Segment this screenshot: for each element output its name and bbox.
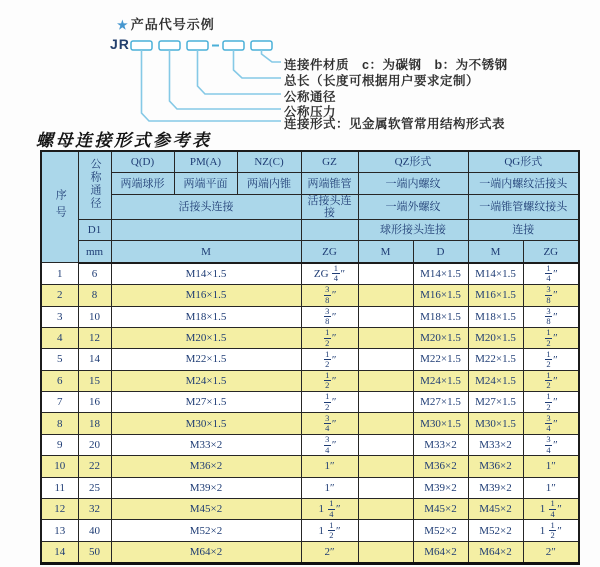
cell-dn: 15 [78,370,111,391]
code-box-1 [131,41,152,50]
cell-m-thread: M33×2 [111,434,301,455]
cell-qz-d: M22×1.5 [413,349,468,370]
header-blank-left [111,219,301,240]
header-qz-desc1: 一端内螺纹 [358,173,468,194]
star-icon: ★ [117,18,129,32]
table-row [41,370,579,391]
header-qz-connection: 球形接头连接 [358,219,468,240]
cell-qg-m: M14×1.5 [468,263,523,285]
cell-qz-m [358,499,413,520]
table-row [41,541,579,563]
cell-seq: 10 [41,456,78,477]
table-row [41,413,579,434]
cell-qz-d: M36×2 [413,456,468,477]
cell-qz-d: M64×2 [413,541,468,563]
cell-qg-m: M33×2 [468,434,523,455]
cell-dn: 40 [78,520,111,541]
cell-qg-zg: 1 $\frac{1}{4}$ ″ [523,499,579,520]
code-box-2 [159,41,180,50]
cell-qg-zg: $\frac{3}{4}$ ″ [523,413,579,434]
table-row [41,349,579,370]
cell-gz: $\frac{3}{8}$ ″ [301,306,358,327]
header-gz-desc: 两端锥管 [301,173,358,194]
connector-line-3 [198,50,282,94]
header-col-qg: QG形式 [468,151,579,173]
cell-qg-zg: $\frac{1}{2}$ ″ [523,370,579,391]
cell-qg-zg: 1″ [523,477,579,498]
connector-line-1 [142,50,282,121]
header-col-q: Q(D) [111,151,174,173]
cell-seq: 12 [41,499,78,520]
header-gz-connection: 活接头连接 [301,194,358,219]
cell-gz: $\frac{3}{8}$ ″ [301,285,358,306]
cell-qg-zg: $\frac{1}{4}$ ″ [523,263,579,285]
header-nz-desc: 两端内锥 [237,173,301,194]
cell-gz: 1 $\frac{1}{4}$ ″ [301,499,358,520]
cell-m-thread: M18×1.5 [111,306,301,327]
connector-line-2 [170,50,282,109]
cell-seq: 1 [41,263,78,285]
cell-qg-zg: $\frac{1}{2}$ ″ [523,349,579,370]
cell-m-thread: M27×1.5 [111,392,301,413]
product-code-prefix: JR [110,36,130,52]
cell-gz: $\frac{1}{2}$ ″ [301,327,358,348]
cell-seq: 3 [41,306,78,327]
cell-qz-m [358,285,413,306]
cell-qz-m [358,306,413,327]
table-row [41,520,579,541]
cell-qz-m [358,456,413,477]
header-unit-qz-d: D [413,241,468,263]
cell-qz-m [358,413,413,434]
cell-dn: 22 [78,456,111,477]
header-unit-qg-m: M [468,241,523,263]
cell-gz: $\frac{1}{2}$ ″ [301,392,358,413]
cell-seq: 4 [41,327,78,348]
cell-qz-d: M45×2 [413,499,468,520]
cell-m-thread: M39×2 [111,477,301,498]
cell-qg-m: M24×1.5 [468,370,523,391]
cell-m-thread: M24×1.5 [111,370,301,391]
cell-dn: 25 [78,477,111,498]
header-nominal-diameter: 公称通径 [78,151,111,219]
cell-gz: $\frac{1}{2}$ ″ [301,349,358,370]
cell-qz-m [358,541,413,563]
cell-qg-m: M16×1.5 [468,285,523,306]
cell-qz-d: M16×1.5 [413,285,468,306]
cell-dn: 32 [78,499,111,520]
table-row [41,327,579,348]
header-mm: mm [78,241,111,263]
header-unit-gz-zg: ZG [301,241,358,263]
cell-qg-zg: 1″ [523,456,579,477]
cell-qg-m: M36×2 [468,456,523,477]
cell-m-thread: M20×1.5 [111,327,301,348]
cell-qz-d: M33×2 [413,434,468,455]
cell-m-thread: M64×2 [111,541,301,563]
cell-seq: 9 [41,434,78,455]
cell-qg-m: M18×1.5 [468,306,523,327]
code-boxes-graphic [100,36,292,131]
cell-gz: 1″ [301,477,358,498]
header-col-gz: GZ [301,151,358,173]
table-row [41,456,579,477]
cell-gz: 2″ [301,541,358,563]
cell-qz-d: M52×2 [413,520,468,541]
cell-gz: $\frac{1}{2}$ ″ [301,370,358,391]
cell-dn: 6 [78,263,111,285]
cell-qg-m: M30×1.5 [468,413,523,434]
cell-seq: 2 [41,285,78,306]
cell-qz-d: M30×1.5 [413,413,468,434]
cell-dn: 8 [78,285,111,306]
cell-qz-m [358,370,413,391]
cell-dn: 12 [78,327,111,348]
diagram-title [117,14,215,33]
table-row [41,477,579,498]
cell-seq: 8 [41,413,78,434]
cell-qg-m: M20×1.5 [468,327,523,348]
cell-m-thread: M36×2 [111,456,301,477]
cell-qg-zg: $\frac{1}{2}$ ″ [523,392,579,413]
cell-m-thread: M14×1.5 [111,263,301,285]
cell-qg-m: M52×2 [468,520,523,541]
cell-qg-zg: $\frac{1}{2}$ ″ [523,327,579,348]
cell-qg-zg: 1 $\frac{1}{2}$ ″ [523,520,579,541]
header-pm-desc: 两端平面 [174,173,237,194]
code-label-pressure: 公称压力 [284,105,337,119]
cell-dn: 18 [78,413,111,434]
cell-qz-d: M20×1.5 [413,327,468,348]
cell-dn: 16 [78,392,111,413]
header-seq: 序号 [41,151,78,263]
cell-gz: 1 $\frac{1}{2}$ ″ [301,520,358,541]
code-box-3 [187,41,208,50]
header-qg-connection: 连接 [468,219,579,240]
header-col-qz: QZ形式 [358,151,468,173]
cell-qz-d: M39×2 [413,477,468,498]
connector-line-5 [262,50,282,62]
cell-qg-zg: $\frac{3}{4}$ ″ [523,434,579,455]
cell-dn: 50 [78,541,111,563]
code-box-4 [223,41,244,50]
cell-qz-d: M18×1.5 [413,306,468,327]
code-label-length: 总长（长度可根据用户要求定制） [284,74,480,88]
cell-qg-m: M27×1.5 [468,392,523,413]
cell-seq: 13 [41,520,78,541]
header-qz-desc2: 一端外螺纹 [358,194,468,219]
header-col-nz: NZ(C) [237,151,301,173]
cell-gz: $\frac{3}{4}$ ″ [301,434,358,455]
cell-seq: 5 [41,349,78,370]
cell-qz-m [358,520,413,541]
table-row [41,285,579,306]
cell-gz: 1″ [301,456,358,477]
cell-qz-m [358,434,413,455]
cell-dn: 14 [78,349,111,370]
cell-qz-d: M24×1.5 [413,370,468,391]
cell-qz-m [358,327,413,348]
cell-qg-m: M22×1.5 [468,349,523,370]
cell-qg-zg: $\frac{3}{8}$ ″ [523,306,579,327]
cell-dn: 10 [78,306,111,327]
header-unit-m: M [111,241,301,263]
header-col-pm: PM(A) [174,151,237,173]
header-q-desc: 两端球形 [111,173,174,194]
cell-qg-m: M45×2 [468,499,523,520]
table-row [41,306,579,327]
code-label-diameter: 公称通径 [284,90,337,104]
header-union-connection: 活接头连接 [111,194,301,219]
header-unit-qg-zg: ZG [523,241,579,263]
header-blank-gz [301,219,358,240]
header-d1: D1 [78,219,111,240]
cell-qg-m: M64×2 [468,541,523,563]
table-title: 螺母连接形式参考表 [36,131,212,150]
cell-qg-zg: $\frac{3}{8}$ ″ [523,285,579,306]
cell-qg-zg: 2″ [523,541,579,563]
cell-seq: 11 [41,477,78,498]
cell-m-thread: M52×2 [111,520,301,541]
cell-m-thread: M45×2 [111,499,301,520]
cell-qz-m [358,477,413,498]
cell-m-thread: M22×1.5 [111,349,301,370]
cell-qz-m [358,392,413,413]
nut-connection-table [40,150,580,565]
cell-m-thread: M30×1.5 [111,413,301,434]
cell-qz-m [358,263,413,285]
cell-qz-d: M27×1.5 [413,392,468,413]
diagram-title-text: 产品代号示例 [130,17,215,32]
connector-line-4 [234,50,282,78]
code-label-material: 连接件材质 c：为碳钢 b：为不锈钢 [284,58,508,72]
header-unit-qz-m: M [358,241,413,263]
code-box-5 [251,41,272,50]
table-row [41,263,579,285]
cell-m-thread: M16×1.5 [111,285,301,306]
cell-seq: 14 [41,541,78,563]
cell-qg-m: M39×2 [468,477,523,498]
cell-seq: 6 [41,370,78,391]
table-row [41,392,579,413]
table-row [41,499,579,520]
header-qg-desc2: 一端锥管螺纹接头 [468,194,579,219]
cell-qz-d: M14×1.5 [413,263,468,285]
cell-qz-m [358,349,413,370]
code-label-connection: 连接形式：见金属软管常用结构形式表 [284,117,506,131]
cell-gz: $\frac{3}{4}$ ″ [301,413,358,434]
cell-dn: 20 [78,434,111,455]
cell-seq: 7 [41,392,78,413]
table-row [41,434,579,455]
cell-gz: ZG $\frac{1}{4}$ ″ [301,263,358,285]
header-qg-desc1: 一端内螺纹活接头 [468,173,579,194]
